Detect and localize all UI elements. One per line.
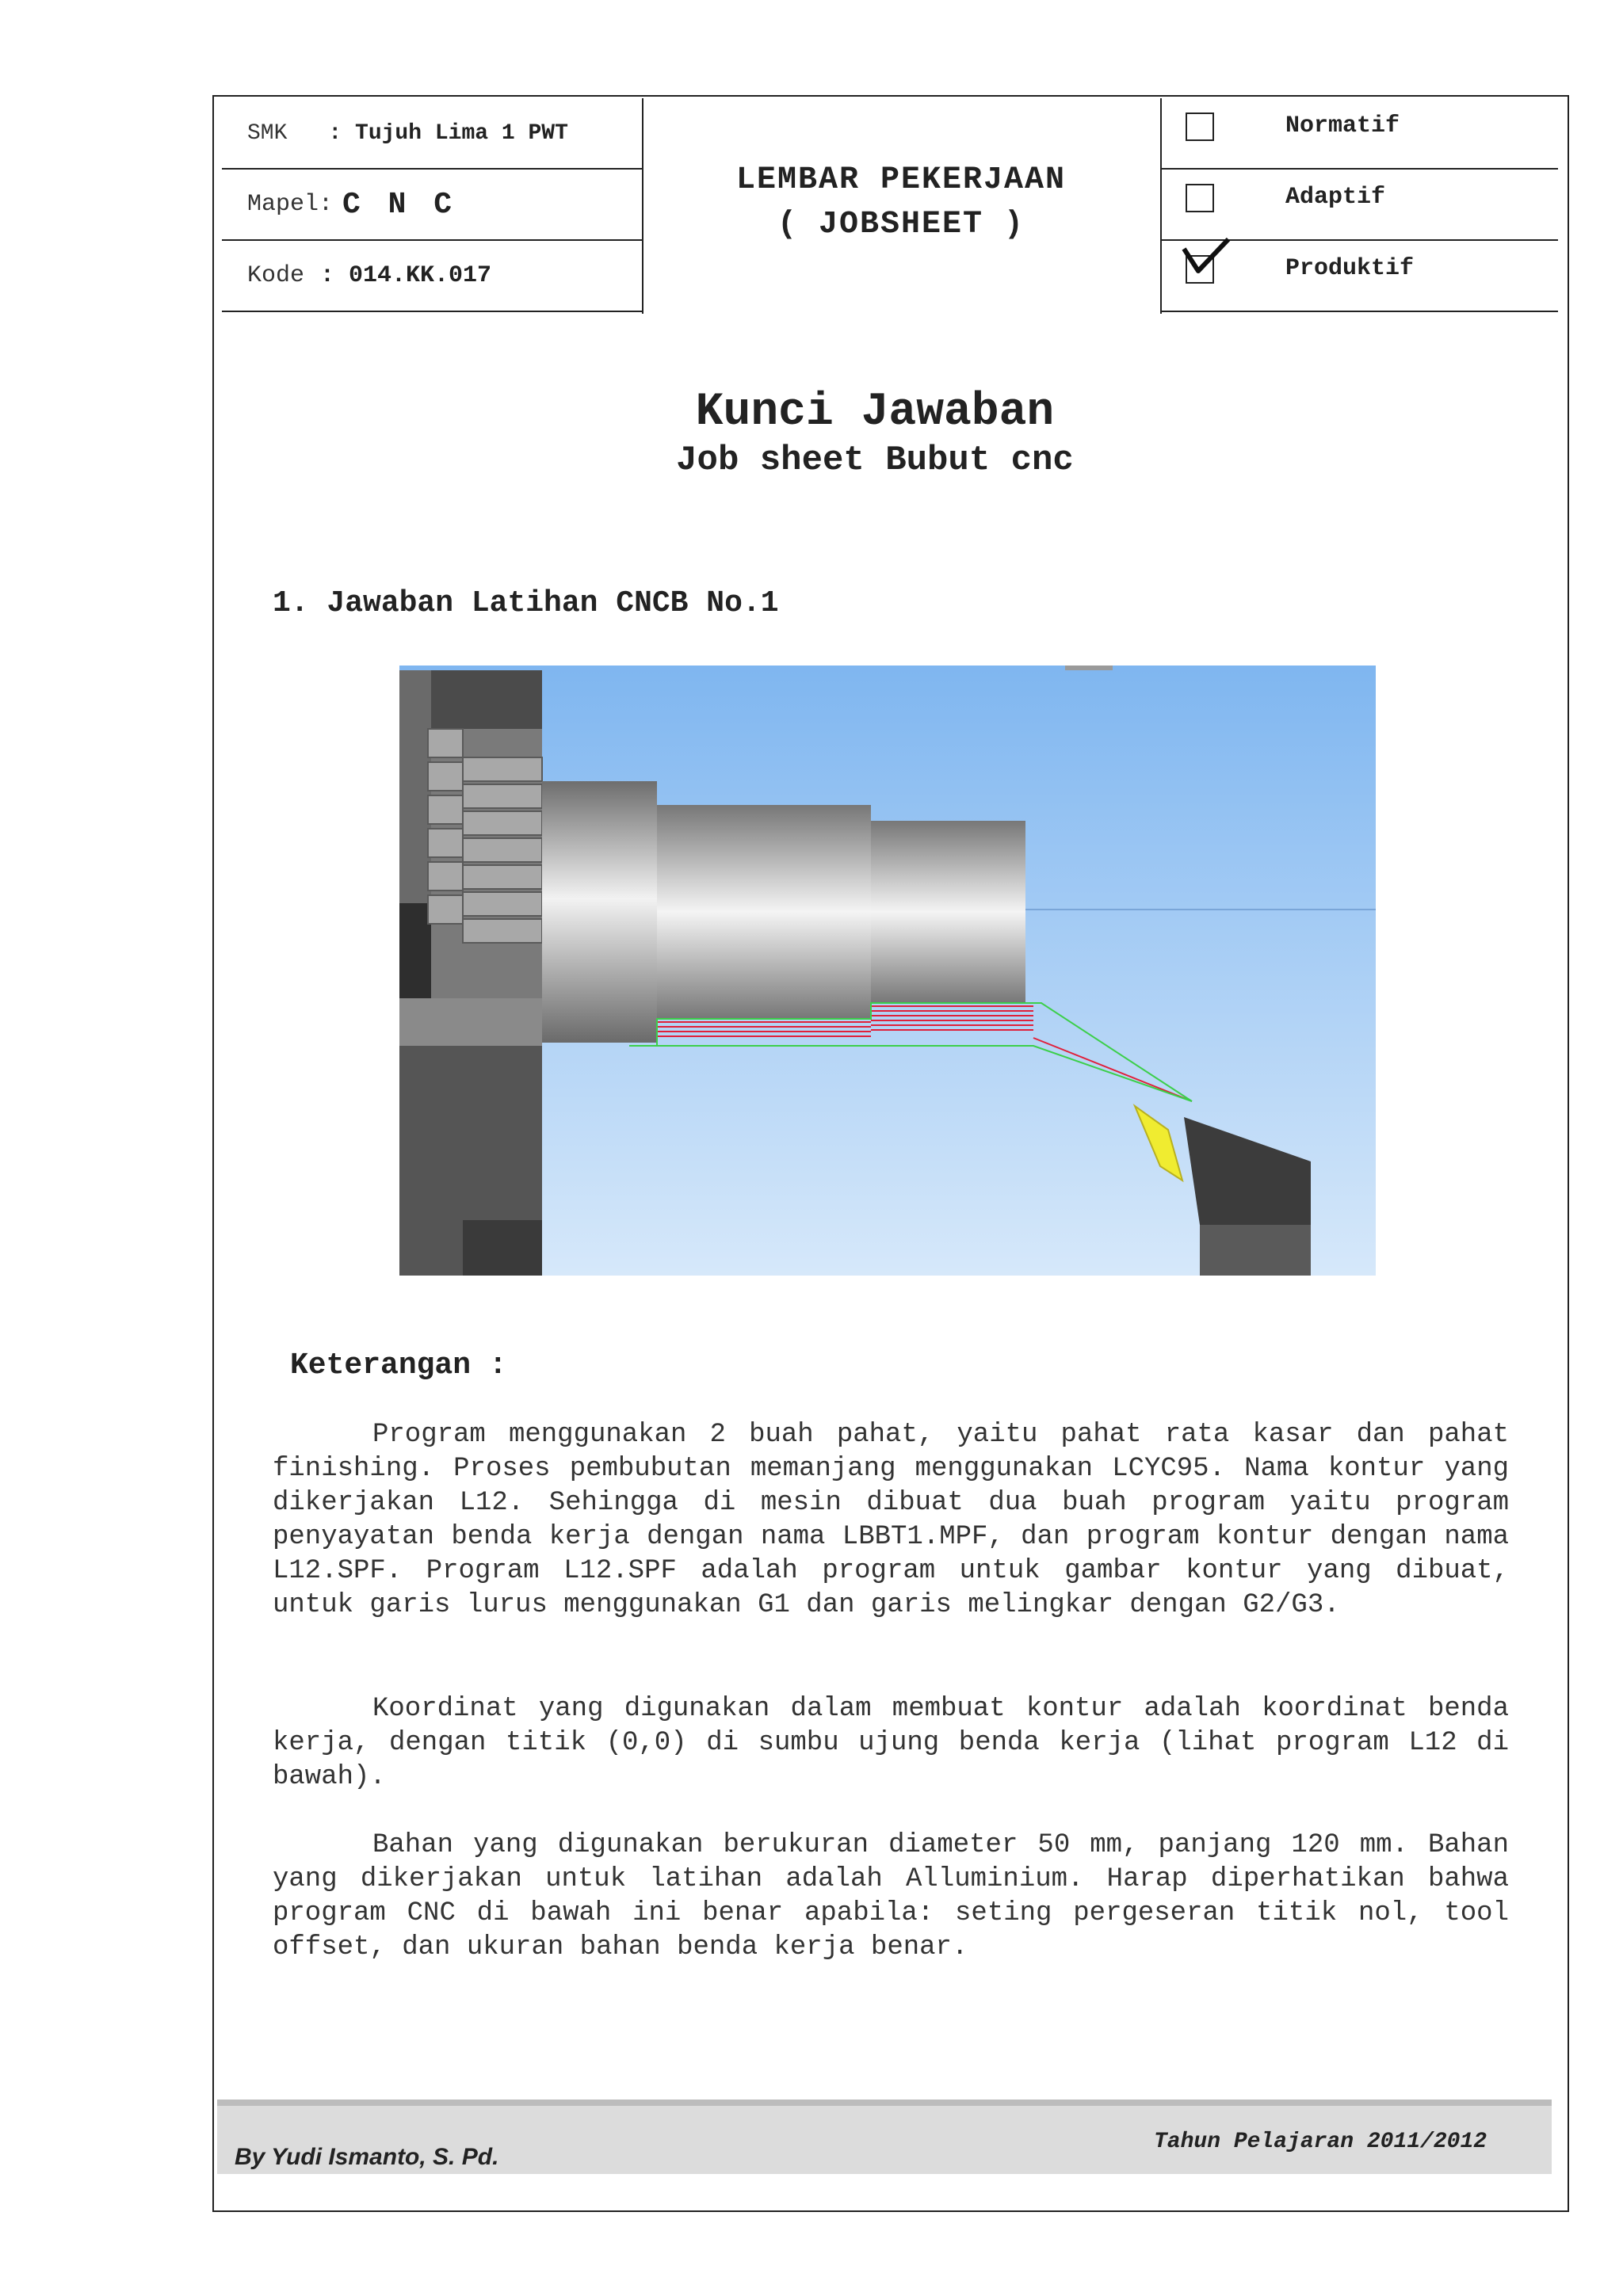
cnc-lathe-simulation-image bbox=[399, 666, 1376, 1276]
mapel-label: Mapel: bbox=[247, 191, 334, 218]
smk-label: SMK bbox=[247, 120, 288, 146]
header-info bbox=[222, 98, 642, 314]
keterangan-heading: Keterangan : bbox=[290, 1348, 507, 1383]
mapel-row bbox=[222, 170, 642, 241]
jobsheet-title-line2: ( JOBSHEET ) bbox=[777, 207, 1025, 242]
checkmark-icon bbox=[1178, 235, 1233, 282]
smk-value: : Tujuh Lima 1 PWT bbox=[328, 120, 568, 146]
paragraph-2 bbox=[273, 1692, 1509, 1794]
category-checklist bbox=[1162, 98, 1558, 314]
kode-value: : 014.KK.017 bbox=[320, 262, 492, 289]
checkbox-adaptif bbox=[1162, 170, 1558, 241]
checkbox-box bbox=[1186, 113, 1214, 141]
paragraph-1 bbox=[273, 1418, 1509, 1623]
page-title: Kunci Jawaban bbox=[695, 387, 1055, 438]
page-subtitle: Job sheet Bubut cnc bbox=[676, 441, 1074, 480]
checkbox-label: Adaptif bbox=[1285, 184, 1386, 211]
jobsheet-title bbox=[643, 158, 1159, 247]
footer-year: Tahun Pelajaran 2011/2012 bbox=[1154, 2130, 1487, 2154]
paragraph-text: Bahan yang digunakan berukuran diameter 50 mm, panjang 120 mm. Bahan yang dikerjakan untuk latihan adalah Alluminium. Harap diperhatikan bahwa program CNC di bawah ini benar apabila: seting pergeseran titik nol, tool offset, dan ukuran bahan benda kerja benar. bbox=[273, 1830, 1509, 1962]
section-heading: 1. Jawaban Latihan CNCB No.1 bbox=[273, 586, 779, 620]
kode-row bbox=[222, 241, 642, 312]
footer-author: By Yudi Ismanto, S. Pd. bbox=[235, 2144, 499, 2170]
paragraph-3 bbox=[273, 1829, 1509, 1965]
checkbox-label: Normatif bbox=[1285, 113, 1400, 139]
checkbox-normatif bbox=[1162, 98, 1558, 170]
jobsheet-title-line1: LEMBAR PEKERJAAN bbox=[735, 162, 1067, 198]
checkbox-label: Produktif bbox=[1285, 255, 1415, 282]
paragraph-text: Program menggunakan 2 buah pahat, yaitu pahat rata kasar dan pahat finishing. Proses pembubutan memanjang menggunakan LCYC95. Nama kontur yang dikerjakan L12. Sehingga di mesin dibuat dua buah program yaitu program penyayatan benda kerja dengan nama LBBT1.MPF, dan program kontur dengan nama L12.SPF. Program L12.SPF adalah program untuk gambar kontur yang dibuat, untuk garis lurus menggunakan G1 dan garis melingkar dengan G2/G3. bbox=[273, 1420, 1509, 1620]
kode-label: Kode bbox=[247, 262, 305, 289]
checkbox-box bbox=[1186, 184, 1214, 212]
smk-row bbox=[222, 98, 642, 170]
checkbox-produktif bbox=[1162, 241, 1558, 312]
mapel-value: C N C bbox=[342, 187, 457, 222]
paragraph-text: Koordinat yang digunakan dalam membuat kontur adalah koordinat benda kerja, dengan titik (0,0) di sumbu ujung benda kerja (lihat program L12 di bawah). bbox=[273, 1694, 1509, 1792]
